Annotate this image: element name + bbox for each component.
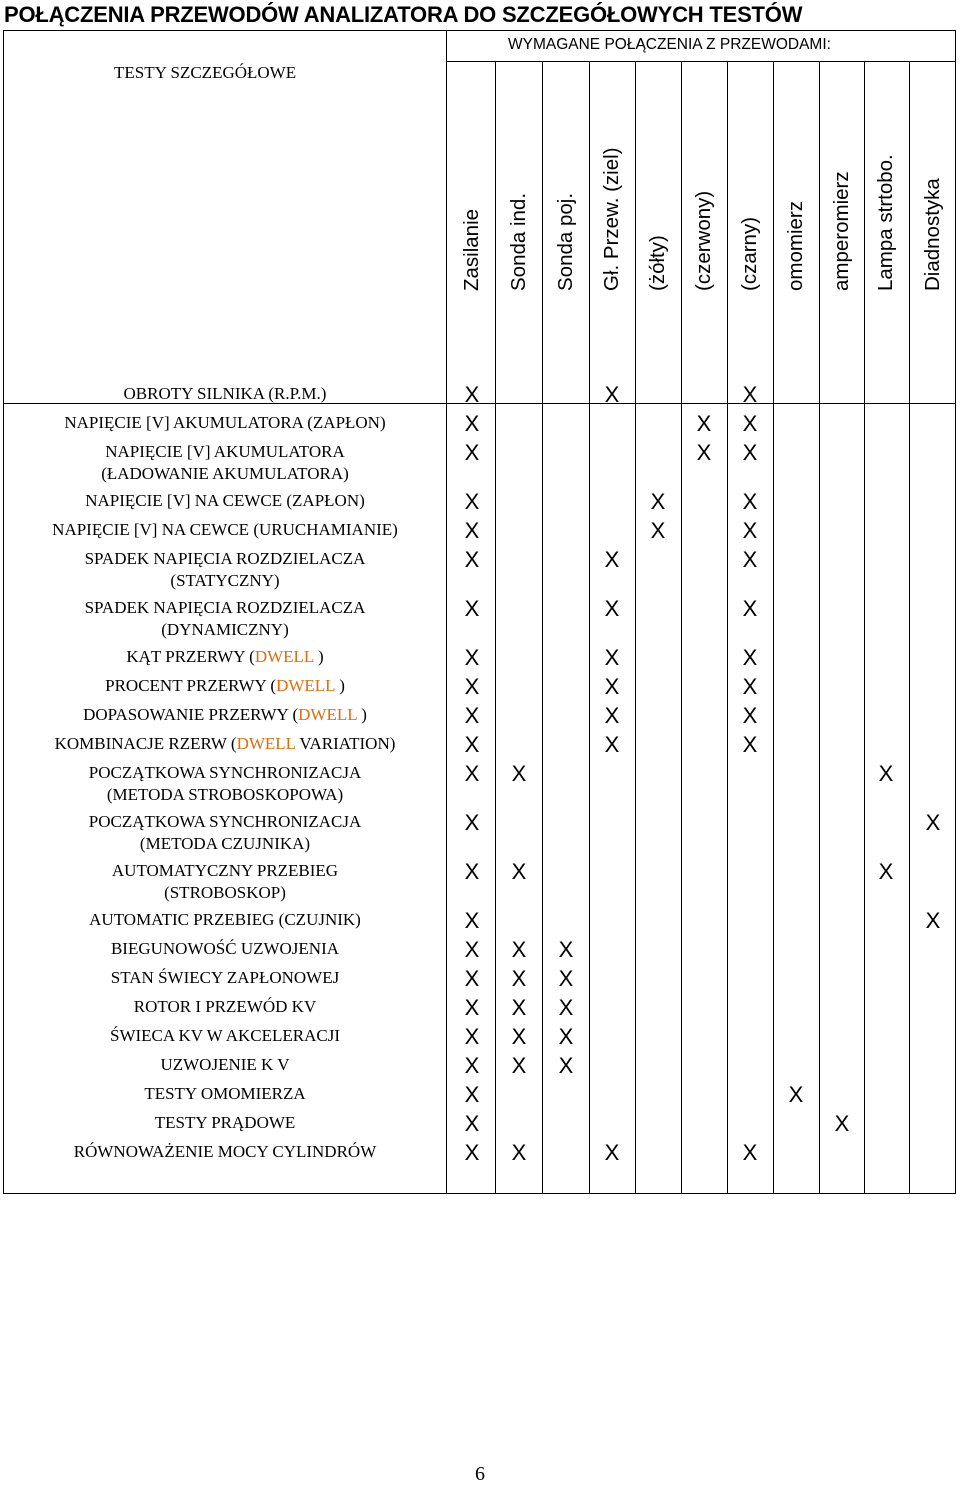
connection-mark: X bbox=[464, 1140, 480, 1165]
column-divider bbox=[542, 61, 543, 1193]
test-name bbox=[6, 675, 444, 697]
connection-mark: X bbox=[464, 908, 480, 933]
connection-mark: X bbox=[742, 1140, 758, 1165]
connection-mark: X bbox=[511, 761, 527, 786]
connection-mark: X bbox=[464, 440, 480, 465]
connection-mark: X bbox=[464, 547, 480, 572]
connection-mark: X bbox=[696, 440, 712, 465]
column-divider bbox=[681, 61, 682, 1193]
test-name-line: (METODA STROBOSKOPOWA) bbox=[106, 785, 344, 804]
connection-mark: X bbox=[464, 489, 480, 514]
test-name bbox=[6, 519, 444, 541]
test-name bbox=[6, 490, 444, 512]
connection-mark: X bbox=[878, 859, 894, 884]
test-name bbox=[6, 383, 444, 405]
test-name bbox=[6, 597, 444, 641]
connection-mark: X bbox=[742, 732, 758, 757]
test-name bbox=[6, 1025, 444, 1047]
connection-mark: X bbox=[650, 518, 666, 543]
column-header-label: amperomierz bbox=[830, 171, 853, 291]
column-divider bbox=[635, 61, 636, 1193]
test-name bbox=[6, 1083, 444, 1105]
required-connections-header: WYMAGANE POŁĄCZENIA Z PRZEWODAMI: bbox=[508, 36, 831, 53]
connection-mark: X bbox=[604, 703, 620, 728]
connection-mark: X bbox=[464, 382, 480, 407]
test-name bbox=[6, 1054, 444, 1076]
column-divider bbox=[589, 61, 590, 1193]
connection-mark: X bbox=[464, 596, 480, 621]
connection-mark: X bbox=[558, 1024, 574, 1049]
column-header-label: Lampa strtobo. bbox=[874, 154, 897, 291]
test-name bbox=[6, 733, 444, 755]
connection-mark: X bbox=[511, 1140, 527, 1165]
test-name-line: NAPIĘCIE [V] AKUMULATORA bbox=[105, 442, 345, 461]
column-header-label: Zasilanie bbox=[460, 208, 483, 291]
connection-mark: X bbox=[742, 596, 758, 621]
test-name bbox=[6, 909, 444, 931]
test-name-prefix: PROCENT PRZERWY ( bbox=[105, 676, 277, 695]
test-name-line: STAN ŚWIECY ZAPŁONOWEJ bbox=[110, 968, 340, 987]
connection-mark: X bbox=[742, 547, 758, 572]
column-divider bbox=[446, 31, 447, 1193]
test-name bbox=[6, 412, 444, 434]
connection-mark: X bbox=[878, 761, 894, 786]
connection-mark: X bbox=[464, 937, 480, 962]
column-divider bbox=[727, 61, 728, 1193]
test-name-line: TESTY PRĄDOWE bbox=[154, 1113, 296, 1132]
test-name bbox=[6, 1141, 444, 1163]
test-name bbox=[6, 938, 444, 960]
test-name bbox=[6, 996, 444, 1018]
column-divider bbox=[864, 61, 865, 1193]
connection-mark: X bbox=[604, 382, 620, 407]
connection-mark: X bbox=[742, 518, 758, 543]
test-name-line: SPADEK NAPIĘCIA ROZDZIELACZA bbox=[84, 549, 366, 568]
connection-mark: X bbox=[925, 908, 941, 933]
connection-mark: X bbox=[511, 966, 527, 991]
connection-mark: X bbox=[604, 596, 620, 621]
connection-mark: X bbox=[742, 645, 758, 670]
test-name bbox=[6, 967, 444, 989]
test-name-line: NAPIĘCIE [V] NA CEWCE (URUCHAMIANIE) bbox=[52, 520, 398, 539]
column-header-label: Sonda poj. bbox=[554, 192, 577, 291]
connection-mark: X bbox=[464, 966, 480, 991]
connection-mark: X bbox=[464, 995, 480, 1020]
test-name-line: TESTY OMOMIERZA bbox=[144, 1084, 306, 1103]
connection-mark: X bbox=[464, 810, 480, 835]
test-name-line: RÓWNOWAŻENIE MOCY CYLINDRÓW bbox=[73, 1142, 377, 1161]
test-name-suffix: ) bbox=[356, 705, 367, 724]
connection-mark: X bbox=[742, 440, 758, 465]
test-name bbox=[6, 762, 444, 806]
test-name bbox=[6, 646, 444, 668]
column-header-label: (czerwony) bbox=[692, 190, 715, 291]
test-name-line: (METODA CZUJNIKA) bbox=[139, 834, 311, 853]
test-name-suffix: ) bbox=[313, 647, 324, 666]
test-name-line: (STATYCZNY) bbox=[170, 571, 280, 590]
test-name-line: POCZĄTKOWA SYNCHRONIZACJA bbox=[88, 812, 362, 831]
test-name-line: UZWOJENIE K V bbox=[160, 1055, 290, 1074]
connection-mark: X bbox=[511, 859, 527, 884]
test-name-suffix: VARIATION) bbox=[295, 734, 396, 753]
test-name-line: AUTOMATIC PRZEBIEG (CZUJNIK) bbox=[89, 910, 361, 929]
connections-table bbox=[3, 30, 956, 1194]
connection-mark: X bbox=[464, 1082, 480, 1107]
connection-mark: X bbox=[511, 937, 527, 962]
connection-mark: X bbox=[604, 645, 620, 670]
connection-mark: X bbox=[604, 1140, 620, 1165]
test-name bbox=[6, 811, 444, 855]
connection-mark: X bbox=[925, 810, 941, 835]
column-header-label: Gł. Przew. (ziel) bbox=[600, 147, 623, 291]
connection-mark: X bbox=[464, 761, 480, 786]
header-divider bbox=[446, 61, 955, 62]
connection-mark: X bbox=[604, 732, 620, 757]
connection-mark: X bbox=[558, 966, 574, 991]
test-name-suffix: ) bbox=[334, 676, 345, 695]
connection-mark: X bbox=[788, 1082, 804, 1107]
connection-mark: X bbox=[464, 703, 480, 728]
dwell-term: DWELL bbox=[236, 734, 296, 753]
connection-mark: X bbox=[464, 1111, 480, 1136]
test-name-line: (ŁADOWANIE AKUMULATORA) bbox=[101, 464, 349, 483]
connection-mark: X bbox=[464, 859, 480, 884]
connection-mark: X bbox=[558, 995, 574, 1020]
test-name-line: POCZĄTKOWA SYNCHRONIZACJA bbox=[88, 763, 362, 782]
connection-mark: X bbox=[558, 1053, 574, 1078]
column-divider bbox=[773, 61, 774, 1193]
test-name-prefix: KOMBINACJE RZERW ( bbox=[54, 734, 237, 753]
connection-mark: X bbox=[742, 674, 758, 699]
test-name-prefix: KĄT PRZERWY ( bbox=[126, 647, 255, 666]
page-number: 6 bbox=[475, 1463, 485, 1485]
column-header-label: (żółty) bbox=[646, 235, 669, 291]
connection-mark: X bbox=[834, 1111, 850, 1136]
connection-mark: X bbox=[604, 674, 620, 699]
test-name bbox=[6, 860, 444, 904]
column-header-label: (czarny) bbox=[738, 216, 761, 291]
connection-mark: X bbox=[696, 411, 712, 436]
test-name-line: BIEGUNOWOŚĆ UZWOJENIA bbox=[110, 939, 340, 958]
connection-mark: X bbox=[742, 382, 758, 407]
connection-mark: X bbox=[464, 1024, 480, 1049]
test-name bbox=[6, 1112, 444, 1134]
test-name bbox=[6, 548, 444, 592]
test-name-line: (STROBOSKOP) bbox=[164, 883, 286, 902]
test-name bbox=[6, 704, 444, 726]
test-name-line: NAPIĘCIE [V] NA CEWCE (ZAPŁON) bbox=[85, 491, 365, 510]
connection-mark: X bbox=[742, 411, 758, 436]
dwell-term: DWELL bbox=[298, 705, 357, 724]
connection-mark: X bbox=[511, 1053, 527, 1078]
test-name-line: ROTOR I PRZEWÓD KV bbox=[133, 997, 317, 1016]
test-name-line: NAPIĘCIE [V] AKUMULATORA (ZAPŁON) bbox=[64, 413, 386, 432]
connection-mark: X bbox=[511, 1024, 527, 1049]
column-header-label: Sonda ind. bbox=[507, 192, 530, 291]
detailed-tests-header: TESTY SZCZEGÓŁOWE bbox=[114, 63, 297, 82]
column-header-label: Diadnostyka bbox=[921, 178, 944, 291]
connection-mark: X bbox=[464, 1053, 480, 1078]
document-title: POŁĄCZENIA PRZEWODÓW ANALIZATORA DO SZCZEGÓŁOWYCH TESTÓW bbox=[4, 2, 803, 27]
connection-mark: X bbox=[511, 995, 527, 1020]
test-name-line: ŚWIECA KV W AKCELERACJI bbox=[110, 1026, 340, 1045]
connection-mark: X bbox=[464, 674, 480, 699]
connection-mark: X bbox=[604, 547, 620, 572]
test-name-line: AUTOMATYCZNY PRZEBIEG bbox=[111, 861, 339, 880]
column-divider bbox=[819, 61, 820, 1193]
column-divider bbox=[495, 61, 496, 1193]
connection-mark: X bbox=[464, 518, 480, 543]
connection-mark: X bbox=[742, 703, 758, 728]
connection-mark: X bbox=[464, 645, 480, 670]
connection-mark: X bbox=[558, 937, 574, 962]
test-name-line: (DYNAMICZNY) bbox=[161, 620, 289, 639]
connection-mark: X bbox=[742, 489, 758, 514]
test-name-line: OBROTY SILNIKA (R.P.M.) bbox=[123, 384, 327, 403]
test-name bbox=[6, 441, 444, 485]
column-header-label: omomierz bbox=[784, 201, 807, 291]
connection-mark: X bbox=[464, 411, 480, 436]
test-name-prefix: DOPASOWANIE PRZERWY ( bbox=[83, 705, 299, 724]
test-name-line: SPADEK NAPIĘCIA ROZDZIELACZA bbox=[84, 598, 366, 617]
connection-mark: X bbox=[464, 732, 480, 757]
connection-mark: X bbox=[650, 489, 666, 514]
dwell-term: DWELL bbox=[254, 647, 314, 666]
column-divider bbox=[909, 61, 910, 1193]
dwell-term: DWELL bbox=[276, 676, 335, 695]
